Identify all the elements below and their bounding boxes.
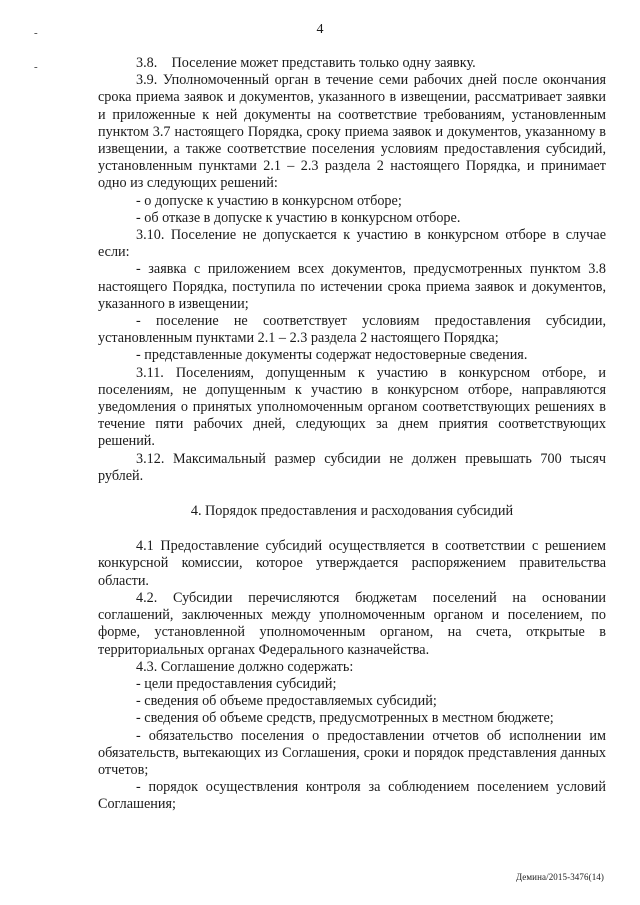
list-item: - порядок осуществления контроля за соблюдением поселением условий Соглашения; [98,779,606,813]
paragraph-3-12: 3.12. Максимальный размер субсидии не должен превышать 700 тысяч рублей. [98,450,606,484]
margin-mark: - [34,27,38,39]
paragraph-4-2: 4.2. Субсидии перечисляются бюджетам поселений на основании соглашений, заключенных между уполномоченным органом и поселением, по форме, установленной уполномоченным органом, на счета, открытые в территориальных органах Федерального казначейства. [98,589,606,658]
paragraph-3-9: 3.9. Уполномоченный орган в течение семи рабочих дней после окончания срока приема заявок и документов, указанного в извещении, рассматривает заявки и приложенные к ней документы на соответствие требованиям, установленным пунктом 3.7 настоящего Порядка, сроку приема заявок и документов, указанному в извещении, а также соответствие поселения условиям предоставления субсидий, установленным пунктами 2.1 – 2.3 раздела 2 настоящего Порядка, и принимает одно из следующих решений: [98,72,606,192]
paragraph-3-10: 3.10. Поселение не допускается к участию в конкурсном отборе в случае если: [98,227,606,261]
document-body [98,55,606,814]
margin-mark: - [34,61,38,73]
list-item: - представленные документы содержат недостоверные сведения. [136,347,528,364]
list-item: - сведения об объеме средств, предусмотренных в местном бюджете; [136,710,554,727]
paragraph-4-1: 4.1 Предоставление субсидий осуществляется в соответствии с решением конкурсной комиссии, которое утверждается распоряжением правительства области. [98,538,606,589]
list-item: - о допуске к участию в конкурсном отборе; [136,192,402,209]
list-item: - цели предоставления субсидий; [136,675,337,692]
page-number: 4 [316,22,324,37]
list-item: - заявка с приложением всех документов, предусмотренных пунктом 3.8 настоящего Порядка, поступила по истечении срока приема заявок и документов, указанного в извещении; [98,261,606,312]
document-code: Демина/2015-3476(14) [515,872,604,882]
paragraph-3-8: 3.8. Поселение может представить только одну заявку. [136,55,476,71]
list-item: - сведения об объеме предоставляемых субсидий; [136,693,437,710]
list-item: - поселение не соответствует условиям предоставления субсидии, установленным пунктами 2.1 – 2.3 раздела 2 настоящего Порядка; [98,313,606,347]
list-item: - об отказе в допуске к участию в конкурсном отборе. [136,209,461,226]
list-item: - обязательство поселения о предоставлении отчетов об исполнении им обязательств, вытекающих из Соглашения, сроки и порядок представления данных отчетов; [98,727,606,778]
paragraph-4-3: 4.3. Соглашение должно содержать: [136,658,354,675]
paragraph-3-11: 3.11. Поселениям, допущенным к участию в конкурсном отборе, и поселениям, не допущенным к участию в конкурсном отборе, направляются уведомления о принятых уполномоченным органом соответствующих решениях в течение пяти рабочих дней, следующих за днем приятия соответствующих решений. [98,364,606,450]
section-title: 4. Порядок предоставления и расходования субсидий [190,503,514,520]
